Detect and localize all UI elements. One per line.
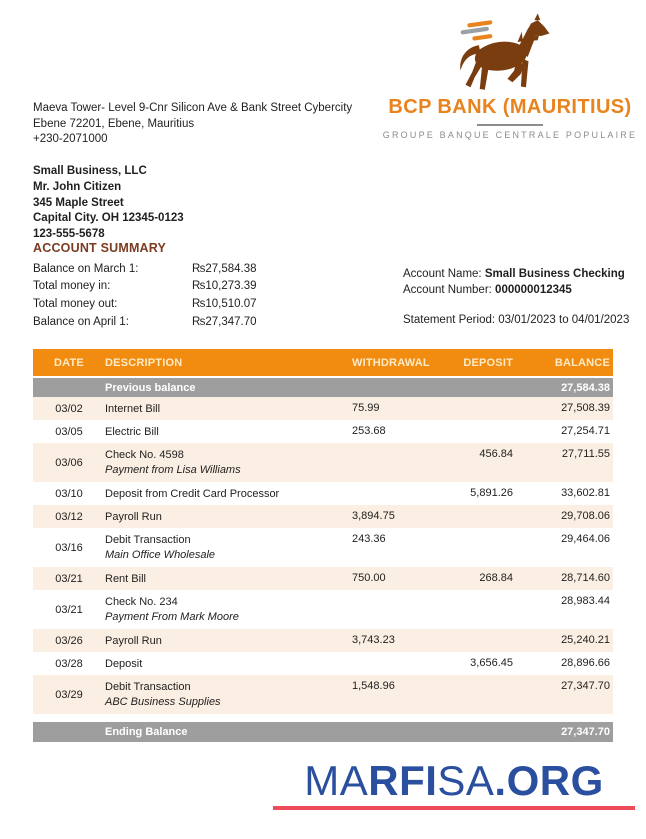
table-row — [33, 528, 613, 567]
brand-seg: MA — [304, 757, 369, 804]
summary-label: Balance on March 1: — [33, 262, 139, 275]
tx-deposit — [437, 629, 518, 652]
tx-withdrawal — [352, 482, 437, 505]
previous-balance-row — [33, 377, 613, 397]
bank-tagline: GROUPE BANQUE CENTRALE POPULAIRE — [382, 130, 638, 140]
summary-row — [33, 313, 333, 331]
table-row — [33, 443, 613, 482]
customer-city: Capital City. OH 12345-0123 — [33, 212, 184, 225]
tx-description: Debit Transaction — [105, 681, 191, 693]
logo-divider — [477, 124, 543, 126]
tx-description: Payroll Run — [105, 635, 162, 647]
tx-balance: 28,983.44 — [561, 595, 610, 607]
tx-withdrawal — [352, 443, 437, 482]
bank-address-line3: +230-2071000 — [33, 133, 108, 146]
summary-value: ₨10,273.39 — [192, 280, 257, 293]
header-balance: BALANCE — [518, 349, 613, 377]
account-number-label: Account Number: — [403, 284, 496, 296]
tx-date: 03/02 — [33, 397, 105, 420]
tx-balance: 27,711.55 — [518, 443, 613, 482]
tx-deposit — [437, 397, 518, 420]
tx-description: Internet Bill — [105, 403, 161, 415]
table-row — [33, 567, 613, 590]
bank-logo — [382, 10, 638, 140]
tx-date: 03/10 — [55, 487, 83, 500]
table-header-row — [33, 349, 613, 377]
tx-deposit: 3,656.45 — [470, 657, 513, 669]
summary-value: ₨10,510.07 — [192, 297, 257, 310]
tx-withdrawal — [352, 590, 437, 629]
bank-name: BCP BANK (MAURITIUS) — [388, 96, 632, 118]
previous-balance-value: 27,584.38 — [518, 377, 613, 397]
tx-withdrawal — [352, 652, 437, 675]
summary-value: ₨27,347.70 — [192, 315, 257, 328]
account-name-label: Account Name: — [403, 268, 485, 280]
summary-row — [33, 260, 333, 278]
tx-balance: 27,508.39 — [518, 397, 613, 420]
footer-brand — [268, 757, 640, 810]
tx-deposit: 268.84 — [437, 567, 518, 590]
tx-withdrawal: 243.36 — [352, 533, 386, 545]
tx-balance: 29,708.06 — [518, 505, 613, 528]
tx-date: 03/06 — [33, 443, 105, 482]
tx-balance: 28,714.60 — [518, 567, 613, 590]
tx-balance: 27,347.70 — [518, 675, 613, 714]
tx-balance: 28,896.66 — [561, 657, 610, 669]
tx-description: Rent Bill — [105, 573, 146, 585]
tx-date: 03/29 — [33, 675, 105, 714]
tx-withdrawal: 3,894.75 — [352, 505, 437, 528]
table-row — [33, 420, 613, 443]
tx-date: 03/05 — [55, 425, 83, 438]
tx-description: Debit Transaction — [105, 534, 191, 546]
tx-deposit — [437, 505, 518, 528]
tx-description: Deposit from Credit Card Processor — [105, 488, 280, 500]
tx-date: 03/21 — [55, 603, 83, 616]
tx-description: Electric Bill — [105, 426, 159, 438]
tx-deposit — [437, 590, 518, 629]
summary-row — [33, 278, 333, 296]
customer-contact: Mr. John Citizen — [33, 180, 122, 193]
address-block — [33, 101, 352, 243]
account-name-row — [403, 266, 629, 282]
header-withdrawal: WITHDRAWAL — [352, 349, 437, 377]
table-row — [33, 505, 613, 528]
ending-balance-row — [33, 722, 613, 742]
footer-brand-underline — [273, 806, 635, 810]
ending-balance-label: Ending Balance — [105, 726, 188, 738]
account-name-value: Small Business Checking — [484, 268, 625, 280]
tx-deposit — [437, 420, 518, 443]
account-summary — [33, 260, 333, 330]
statement-period: Statement Period: 03/01/2023 to 04/01/2023 — [403, 314, 630, 326]
ending-balance-value: 27,347.70 — [561, 726, 610, 738]
tx-withdrawal: 750.00 — [352, 567, 437, 590]
tx-balance: 25,240.21 — [518, 629, 613, 652]
tx-subdescription: Payment From Mark Moore — [105, 611, 239, 623]
table-row — [33, 590, 613, 629]
customer-street: 345 Maple Street — [33, 196, 124, 209]
tx-balance: 29,464.06 — [561, 533, 610, 545]
tx-withdrawal: 3,743.23 — [352, 629, 437, 652]
customer-phone: 123-555-5678 — [33, 227, 105, 240]
tx-deposit — [437, 528, 518, 567]
table-row — [33, 629, 613, 652]
previous-balance-label: Previous balance — [105, 377, 352, 397]
tx-description: Check No. 4598 — [105, 449, 184, 461]
tx-date: 03/12 — [33, 505, 105, 528]
tx-description: Deposit — [105, 658, 143, 670]
tx-date: 03/16 — [55, 541, 83, 554]
customer-name: Small Business, LLC — [33, 165, 147, 178]
summary-row — [33, 295, 333, 313]
bank-address-line2: Ebene 72201, Ebene, Mauritius — [33, 117, 195, 130]
footer-brand-text — [268, 757, 640, 804]
tx-deposit — [437, 675, 518, 714]
tx-deposit: 456.84 — [437, 443, 518, 482]
bank-address-line1: Maeva Tower- Level 9-Cnr Silicon Ave & Bank Street Cybercity — [33, 102, 353, 114]
tx-description: Check No. 234 — [105, 596, 178, 608]
table-row — [33, 482, 613, 505]
account-number-value: 000000012345 — [495, 284, 572, 296]
summary-label: Balance on April 1: — [33, 315, 129, 328]
horse-logo-icon — [435, 10, 585, 94]
header-description: DESCRIPTION — [105, 349, 352, 377]
tx-subdescription: Main Office Wholesale — [105, 549, 216, 561]
tx-date: 03/26 — [33, 629, 105, 652]
summary-value: ₨27,584.38 — [192, 262, 257, 275]
account-info — [403, 266, 629, 328]
tx-withdrawal: 75.99 — [352, 397, 437, 420]
tx-description: Payroll Run — [105, 511, 162, 523]
tx-date: 03/21 — [33, 567, 105, 590]
summary-label: Total money out: — [33, 297, 118, 310]
summary-label: Total money in: — [33, 280, 111, 293]
brand-seg: RFI — [368, 757, 438, 804]
brand-seg: .ORG — [494, 757, 604, 804]
tx-subdescription: ABC Business Supplies — [105, 696, 221, 708]
account-number-row — [403, 282, 629, 298]
table-row — [33, 675, 613, 714]
table-row — [33, 652, 613, 675]
tx-withdrawal: 253.68 — [352, 425, 386, 437]
tx-balance: 27,254.71 — [561, 425, 610, 437]
header-date: DATE — [33, 349, 105, 377]
tx-deposit: 5,891.26 — [470, 487, 513, 499]
brand-seg: SA — [437, 757, 495, 804]
transaction-table — [33, 349, 613, 742]
account-summary-title: ACCOUNT SUMMARY — [33, 241, 167, 255]
tx-withdrawal: 1,548.96 — [352, 675, 437, 714]
tx-balance: 33,602.81 — [561, 487, 610, 499]
table-row — [33, 397, 613, 420]
tx-subdescription: Payment from Lisa Williams — [105, 464, 241, 476]
tx-date: 03/28 — [55, 657, 83, 670]
header-deposit: DEPOSIT — [437, 349, 518, 377]
